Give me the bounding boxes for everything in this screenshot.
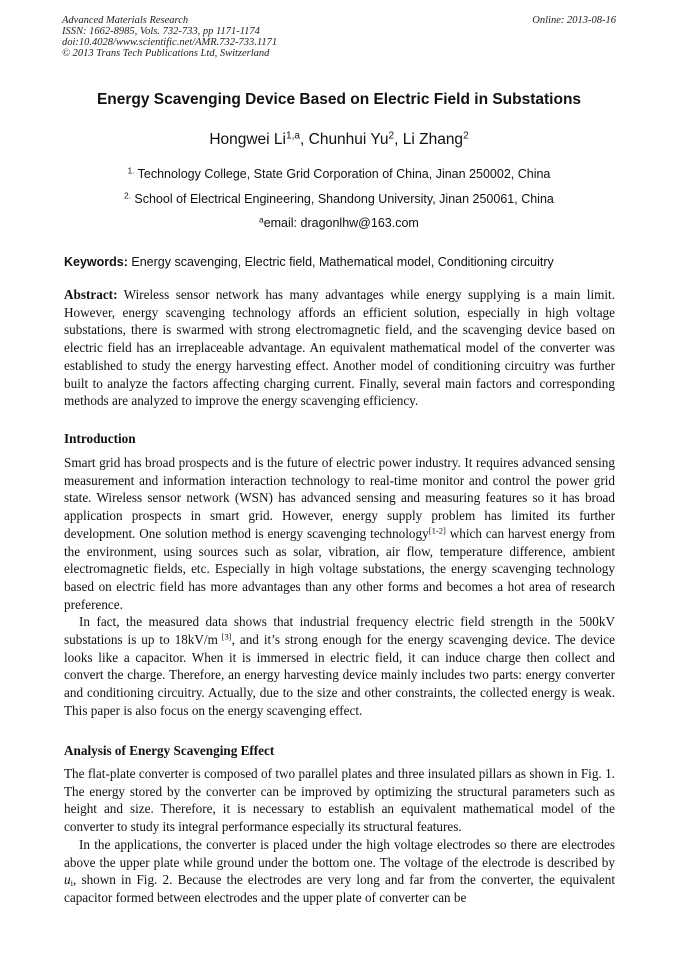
keywords — [64, 255, 618, 269]
paragraph: The flat-plate converter is composed of two parallel plates and three insulated pillars as shown in Fig. 1. The energy stored by the converter can be improved by optimizing the structural parameters such as height and size. Therefore, it is necessary to establish an equivalent mathematical model of the converter to study its integral performance especially its structural features. — [64, 766, 615, 835]
author-name: Hongwei Li — [209, 131, 286, 148]
author-affiliation-mark: 2 — [463, 130, 469, 142]
copyright-line: © 2013 Trans Tech Publications Ltd, Switzerland — [62, 48, 270, 59]
paragraph: In fact, the measured data shows that industrial frequency electric field strength in the 500kV substations is up to 18kV/m [3], and it’s strong enough for the energy scavenging device. The device looks like a capacitor. When it is immersed in electric field, it can induce charge then collect and convert the charge. Therefore, an energy harvesting device mainly includes two parts: energy converter and conditioning circuitry. Actually, due to the size and other constraints, the collected energy is weak. This paper is also focus on the energy scavenging effect. — [64, 614, 615, 718]
author-list: Hongwei Li$^{1,a}$, Chunhui Yu$^2$, Li Zhang$^2$ — [209, 130, 469, 148]
keywords-text: Energy scavenging, Electric field, Mathematical model, Conditioning circuitry — [127, 255, 554, 269]
affiliation-2: $^{2.}$ School of Electrical Engineering, Shandong University, Jinan 250061, China — [124, 191, 554, 206]
section-heading-analysis: Analysis of Energy Scavenging Effect — [64, 743, 275, 758]
paper-title: Energy Scavenging Device Based on Electric Field in Substations — [96, 91, 582, 108]
analysis-body — [64, 765, 615, 907]
paragraph: In the applications, the converter is placed under the high voltage electrodes so there are electrodes above the upper plate while ground under the bottom one. The voltage of the electrode is described by $u_i$, shown in Fig. 2. Because the electrodes are very long and far from the converter, the equivalent capacitor formed between electrodes and the upper plate of converter can be — [64, 836, 615, 905]
author-email: $^a$email: dragonlhw@163.com — [259, 215, 419, 230]
keywords-label: Keywords: — [64, 255, 128, 269]
abstract-label: Abstract: — [64, 287, 118, 302]
doi-line: doi:10.4028/www.scientific.net/AMR.732-733.1171 — [62, 37, 278, 48]
journal-name: Advanced Materials Research — [62, 15, 189, 26]
author-name: Li Zhang — [402, 131, 464, 148]
abstract-text: Wireless sensor network has many advantages while energy supplying is a main limit. However, energy scavenging technology affords an efficient solution, especially in high voltage substations, there is swarmed with strong electromagnetic field, and the scavenging device based on electric field has an irreplaceable advantage. An equivalent mathematical model of the converter was established to study the energy harvesting effect. Another model of conditioning circuitry was further built to analyze the factors affecting charging current. Finally, several main factors and corresponding methods are analyzed to improve the energy scavenging efficiency. — [64, 287, 615, 409]
abstract — [64, 286, 615, 410]
author-affiliation-mark: 1,a — [286, 130, 300, 142]
journal-header — [62, 15, 616, 59]
introduction-body — [64, 454, 615, 720]
citation: [1-2] — [428, 525, 446, 536]
author-affiliation-mark: 2 — [388, 130, 395, 142]
author-name: Chunhui Yu — [308, 131, 389, 148]
variable-u: u — [64, 872, 71, 888]
affiliation-1: $^{1.}$ Technology College, State Grid Corporation of China, Jinan 250002, China — [127, 166, 551, 181]
paragraph: Smart grid has broad prospects and is the future of electric power industry. It requires advanced sensing measurement and information interaction technology to real-time monitor and control the power grid state. Wireless sensor network (WSN) has advanced sensing and measuring features so it has broad application prospects in smart grid. However, energy supply problem has limited its further development. One solution method is energy scavenging technology[1-2] which can harvest energy from the environment, using sources such as solar, vibration, air flow, temperature difference, ambient electromagnetic fields, etc. Especially in high voltage substations, the energy scavenging technology based on electric field has more advantages than any other forms and becomes a hot area of research preference. — [64, 455, 615, 612]
citation: [3] — [217, 631, 232, 642]
issn-line: ISSN: 1662-8985, Vols. 732-733, pp 1171-1174 — [62, 26, 260, 37]
section-heading-introduction: Introduction — [64, 431, 136, 446]
online-date: Online: 2013-08-16 — [532, 15, 616, 26]
